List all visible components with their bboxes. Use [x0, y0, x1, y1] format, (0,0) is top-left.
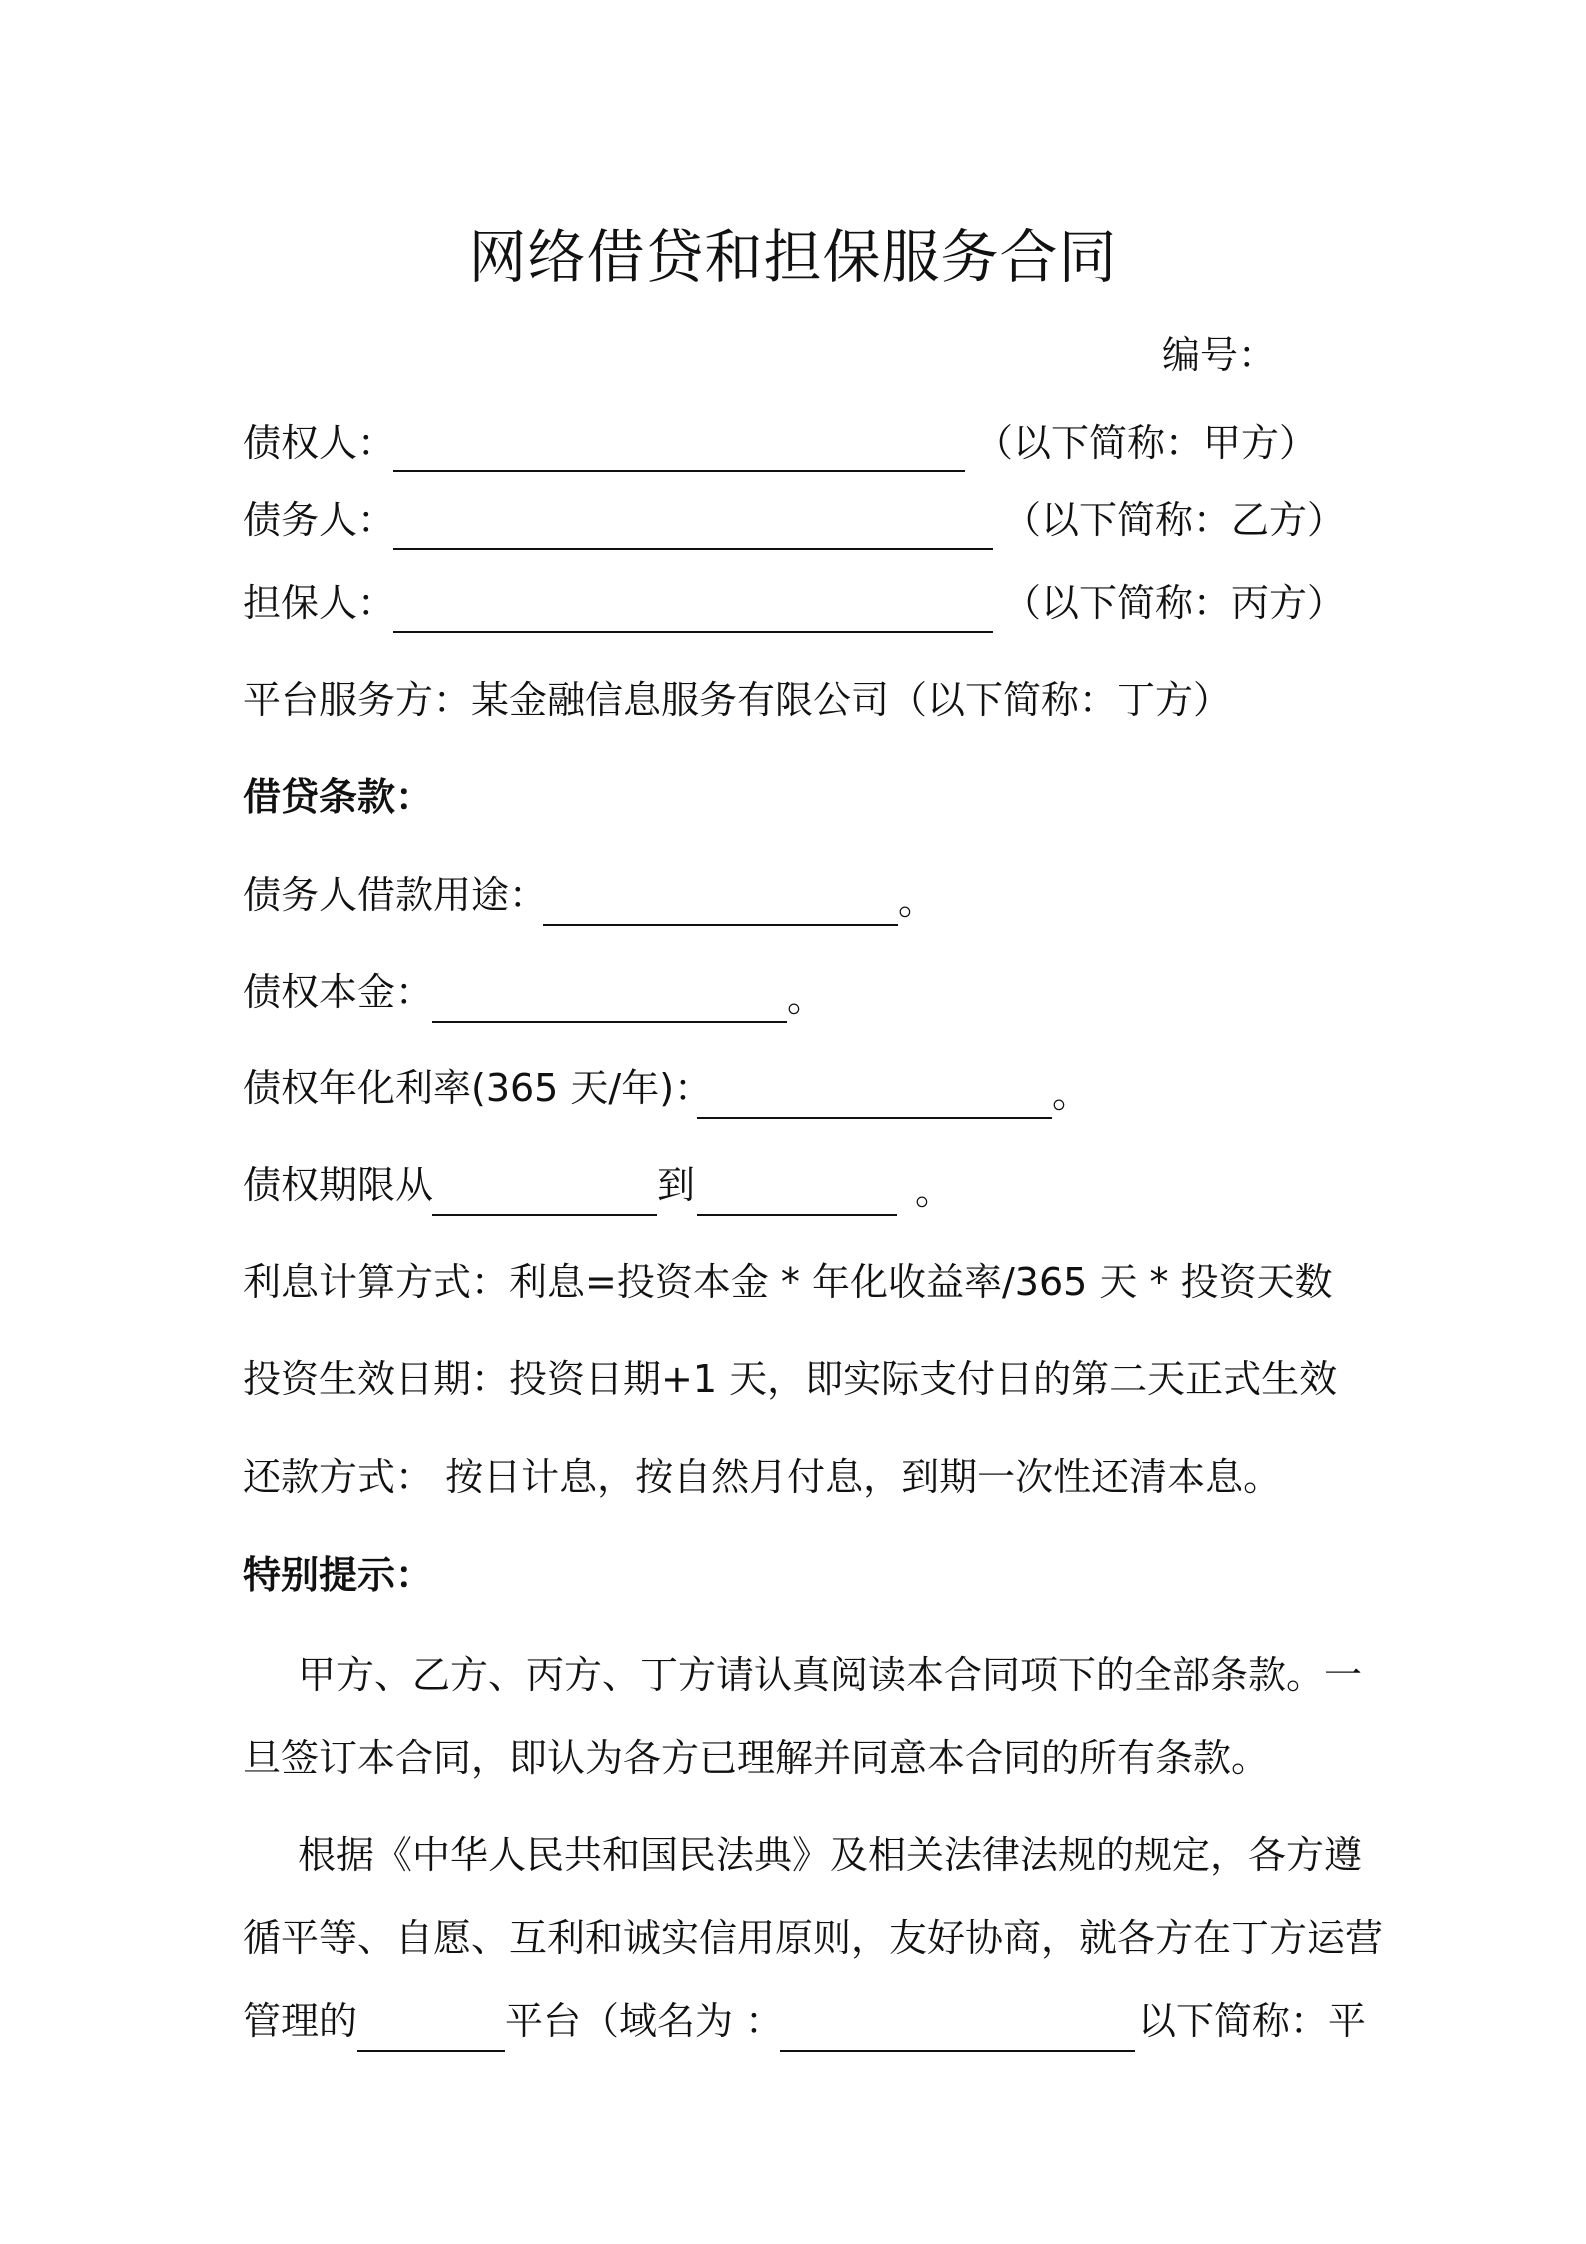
annual-rate-field[interactable] — [697, 1115, 1052, 1119]
loan-terms-heading: 借贷条款： — [243, 775, 434, 819]
principal-field[interactable] — [432, 1019, 787, 1023]
special-notice-heading: 特别提示： — [243, 1553, 434, 1597]
notice-paragraph-1-line-1: 甲方、乙方、丙方、丁方请认真阅读本合同项下的全部条款。一 — [298, 1653, 1363, 1697]
term-end-field[interactable] — [697, 1212, 897, 1216]
document-title: 网络借贷和担保服务合同 — [468, 223, 1118, 291]
repayment-method: 还款方式： 按日计息，按自然月付息，到期一次性还清本息。 — [243, 1455, 1282, 1499]
principal-label: 债权本金： — [243, 970, 434, 1014]
guarantor-alias: （以下简称：丙方） — [1003, 581, 1346, 625]
notice-paragraph-2-line-3-start: 管理的 — [243, 1999, 358, 2043]
guarantor-label: 担保人： — [243, 581, 396, 625]
loan-purpose-period: 。 — [898, 879, 937, 923]
notice-paragraph-2-line-3-end: 以下简称：平 — [1138, 1999, 1367, 2043]
interest-formula: 利息计算方式：利息=投资本金 * 年化收益率/365 天 * 投资天数 — [243, 1260, 1333, 1304]
term-label: 债权期限从 — [243, 1163, 434, 1207]
contract-number-label: 编号： — [1162, 333, 1277, 377]
guarantor-field[interactable] — [393, 629, 993, 633]
term-start-field[interactable] — [432, 1212, 657, 1216]
term-to-label: 到 — [657, 1163, 696, 1207]
term-period: 。 — [915, 1169, 954, 1213]
loan-purpose-label: 债务人借款用途： — [243, 873, 548, 917]
notice-paragraph-2-line-2: 循平等、自愿、互利和诚实信用原则，友好协商，就各方在丁方运营 — [243, 1916, 1384, 1960]
domain-field[interactable] — [780, 2048, 1135, 2052]
creditor-alias: （以下简称：甲方） — [975, 421, 1318, 465]
notice-paragraph-1-line-2: 旦签订本合同，即认为各方已理解并同意本合同的所有条款。 — [243, 1736, 1270, 1780]
notice-paragraph-2-line-1: 根据《中华人民共和国民法典》及相关法律法规的规定，各方遵 — [298, 1833, 1363, 1877]
loan-purpose-field[interactable] — [543, 922, 898, 926]
debtor-alias: （以下简称：乙方） — [1003, 498, 1346, 542]
principal-period: 。 — [787, 976, 826, 1020]
creditor-label: 债权人： — [243, 421, 396, 465]
creditor-field[interactable] — [393, 468, 965, 472]
notice-paragraph-2-line-3-middle: 平台（域名为 ： — [505, 1999, 784, 2043]
annual-rate-label: 债权年化利率(365 天/年)： — [243, 1066, 713, 1110]
debtor-label: 债务人： — [243, 498, 396, 542]
effective-date: 投资生效日期：投资日期+1 天，即实际支付日的第二天正式生效 — [243, 1357, 1338, 1401]
debtor-field[interactable] — [393, 546, 993, 550]
platform-name-field[interactable] — [357, 2048, 505, 2052]
annual-rate-period: 。 — [1052, 1072, 1091, 1116]
platform-service-line: 平台服务方：某金融信息服务有限公司（以下简称：丁方） — [243, 678, 1232, 722]
